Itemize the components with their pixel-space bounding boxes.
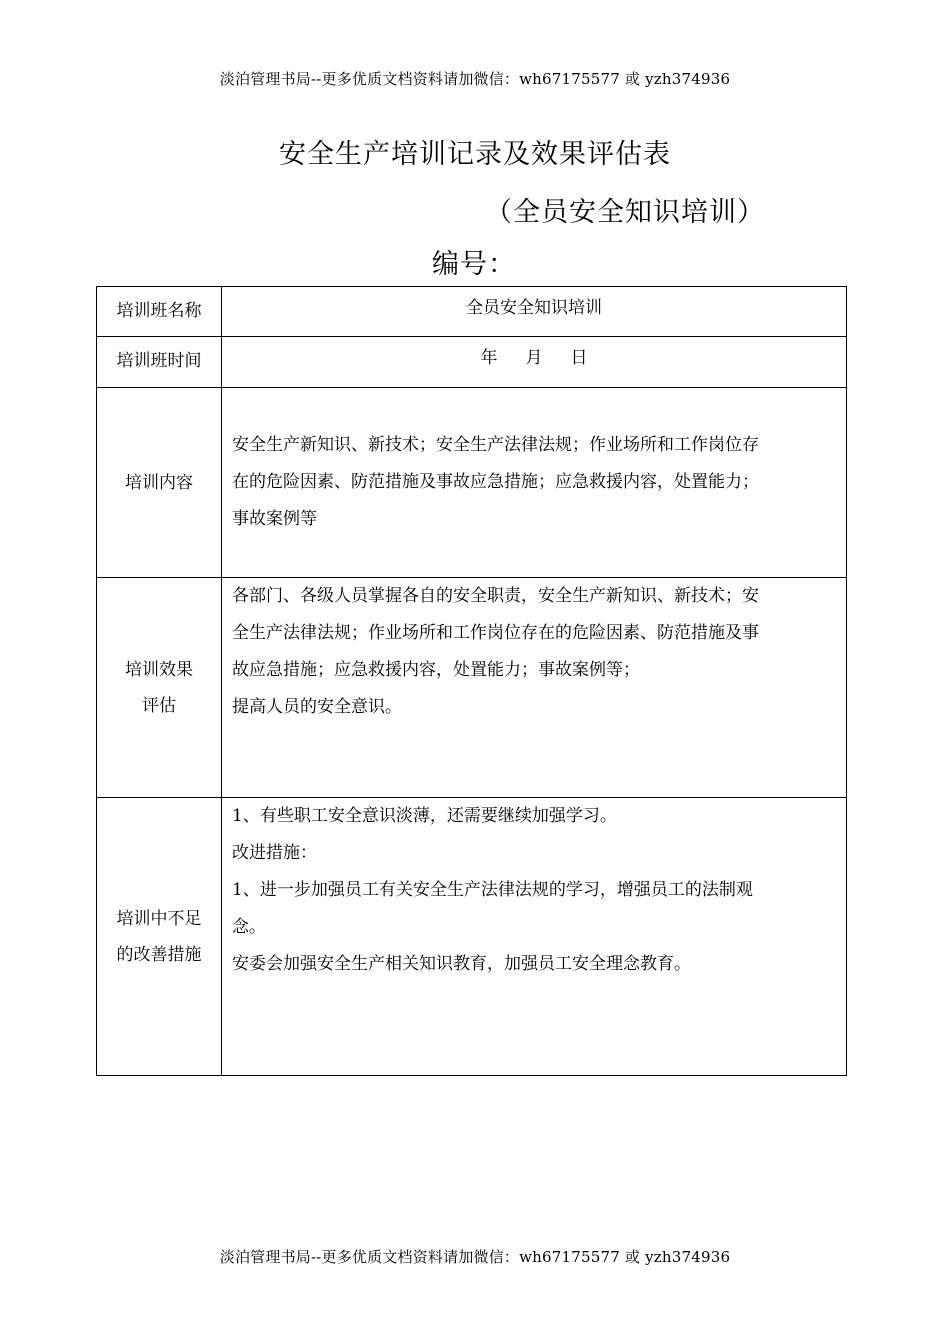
content-line: 事故案例等 bbox=[232, 509, 317, 529]
improve-label-line: 的改善措施 bbox=[116, 944, 202, 965]
improve-value bbox=[222, 798, 847, 1076]
improve-label-line: 培训中不足 bbox=[116, 908, 202, 929]
header-note: 淡泊管理书局--更多优质文档资料请加微信：wh67175577 或 yzh374936 bbox=[219, 70, 731, 88]
table-row-improve bbox=[97, 798, 847, 1076]
page-subtitle: （全员安全知识培训） bbox=[485, 197, 765, 228]
content-value bbox=[222, 388, 847, 578]
effect-line: 提高人员的安全意识。 bbox=[232, 697, 402, 717]
page-title: 安全生产培训记录及效果评估表 bbox=[279, 139, 671, 170]
improve-line: 安委会加强安全生产相关知识教育，加强员工安全理念教育。 bbox=[232, 954, 691, 974]
improve-line: 改进措施： bbox=[232, 843, 317, 863]
effect-label bbox=[97, 578, 222, 798]
table-row-name bbox=[97, 287, 847, 337]
time-label: 培训班时间 bbox=[97, 337, 222, 388]
training-record-table bbox=[96, 286, 847, 1076]
improve-line: 1、有些职工安全意识淡薄，还需要继续加强学习。 bbox=[232, 806, 617, 826]
effect-line: 各部门、各级人员掌握各自的安全职责，安全生产新知识、新技术；安 bbox=[232, 586, 759, 606]
content-line: 在的危险因素、防范措施及事故应急措施；应急救援内容，处置能力； bbox=[232, 472, 759, 492]
effect-label-line: 评估 bbox=[142, 695, 176, 716]
effect-value bbox=[222, 578, 847, 798]
time-day: 日 bbox=[570, 348, 588, 368]
time-year: 年 bbox=[480, 348, 498, 368]
effect-line: 故应急措施；应急救援内容，处置能力；事故案例等； bbox=[232, 660, 640, 680]
content-label: 培训内容 bbox=[97, 388, 222, 578]
improve-line: 念。 bbox=[232, 917, 266, 937]
improve-label bbox=[97, 798, 222, 1076]
table-row-effect bbox=[97, 578, 847, 798]
table-row-content bbox=[97, 388, 847, 578]
serial-number-label: 编号： bbox=[432, 249, 516, 280]
improve-line: 1、进一步加强员工有关安全生产法律法规的学习，增强员工的法制观 bbox=[232, 880, 753, 900]
table-row-time bbox=[97, 337, 847, 388]
time-month: 月 bbox=[525, 348, 543, 368]
name-label: 培训班名称 bbox=[97, 287, 222, 337]
time-value bbox=[222, 337, 847, 388]
effect-line: 全生产法律法规；作业场所和工作岗位存在的危险因素、防范措施及事 bbox=[232, 623, 759, 643]
footer-note: 淡泊管理书局--更多优质文档资料请加微信：wh67175577 或 yzh374936 bbox=[219, 1248, 731, 1266]
effect-label-line: 培训效果 bbox=[125, 659, 193, 680]
name-value: 全员安全知识培训 bbox=[222, 287, 847, 337]
content-line: 安全生产新知识、新技术；安全生产法律法规；作业场所和工作岗位存 bbox=[232, 435, 759, 455]
